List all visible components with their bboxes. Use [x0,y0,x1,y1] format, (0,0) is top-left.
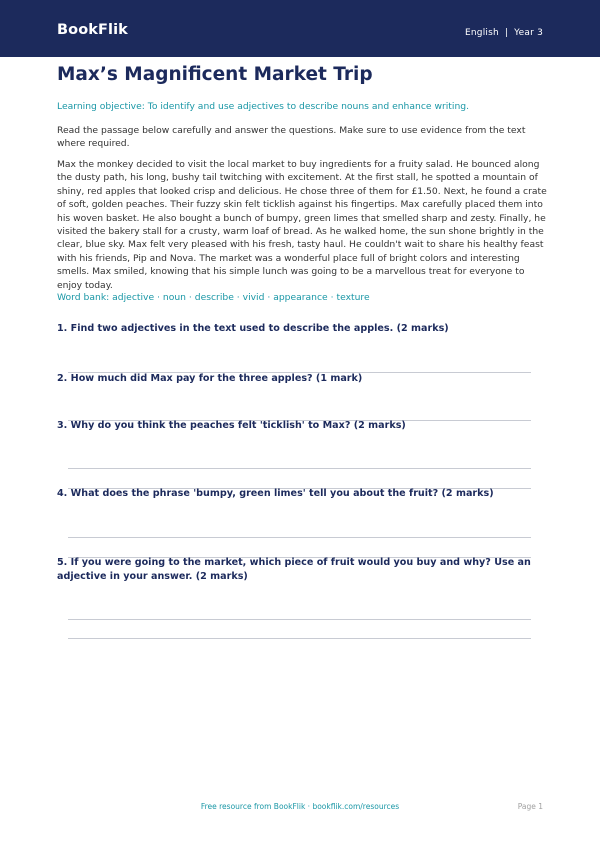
separator: | [504,28,509,38]
instructions: Read the passage below carefully and answer the questions. Make sure to use evidence from the text where required. [57,125,526,150]
subject-label: English [465,28,499,38]
question-4: 4. What does the phrase 'bumpy, green limes' tell you about the fruit? (2 marks) [57,488,494,499]
subject-year-label [465,28,543,38]
brand-logo[interactable]: BookFlik [57,22,128,38]
question-2: 2. How much did Max pay for the three apples? (1 mark) [57,373,363,384]
answer-line[interactable] [68,619,531,620]
year-label: Year 3 [514,28,543,38]
reading-passage: Max the monkey decided to visit the local market to buy ingredients for a fruity salad. He bounced along the dusty path, his long, bushy tail twitching with excitement. At the first stall, he spotted a mountain of shiny, red apples that looked crisp and delicious. He chose three of them for £1.50. Next, he found a crate of soft, golden peaches. Their fuzzy skin felt ticklish against his fingertips. Max carefully placed them into his woven basket. He also bought a bunch of bumpy, green limes that smelled sharp and zesty. Finally, he visited the bakery stall for a crusty, warm loaf of bread. As he walked home, the sun shone brightly in the clear, blue sky. Max felt very pleased with his fresh, tasty haul. He couldn't wait to share his healthy feast with his friends, Pip and Nova. The market was a wonderful place full of bright colors and interesting smells. Max smiled, knowing that his simple lunch was going to be a marvellous treat for everyone to enjoy today. [57,159,547,291]
question-3: 3. Why do you think the peaches felt 'ticklish' to Max? (2 marks) [57,420,406,431]
learning-objective: Learning objective: To identify and use adjectives to describe nouns and enhance writing. [57,101,470,112]
page-number: Page 1 [517,802,543,811]
word-bank: Word bank: adjective · noun · describe · vivid · appearance · texture [57,292,370,303]
question-1: 1. Find two adjectives in the text used to describe the apples. (2 marks) [57,323,449,334]
page-title: Max’s Magnificent Market Trip [57,64,373,85]
question-5: 5. If you were going to the market, which piece of fruit would you buy and why? Use an adjective in your answer. (2 marks) [57,557,531,582]
answer-line[interactable] [68,638,531,639]
answer-line[interactable] [68,468,531,469]
header-bar [0,0,600,57]
answer-line[interactable] [68,537,531,538]
footer-resource-link[interactable]: Free resource from BookFlik · bookflik.com/resources [200,802,400,811]
